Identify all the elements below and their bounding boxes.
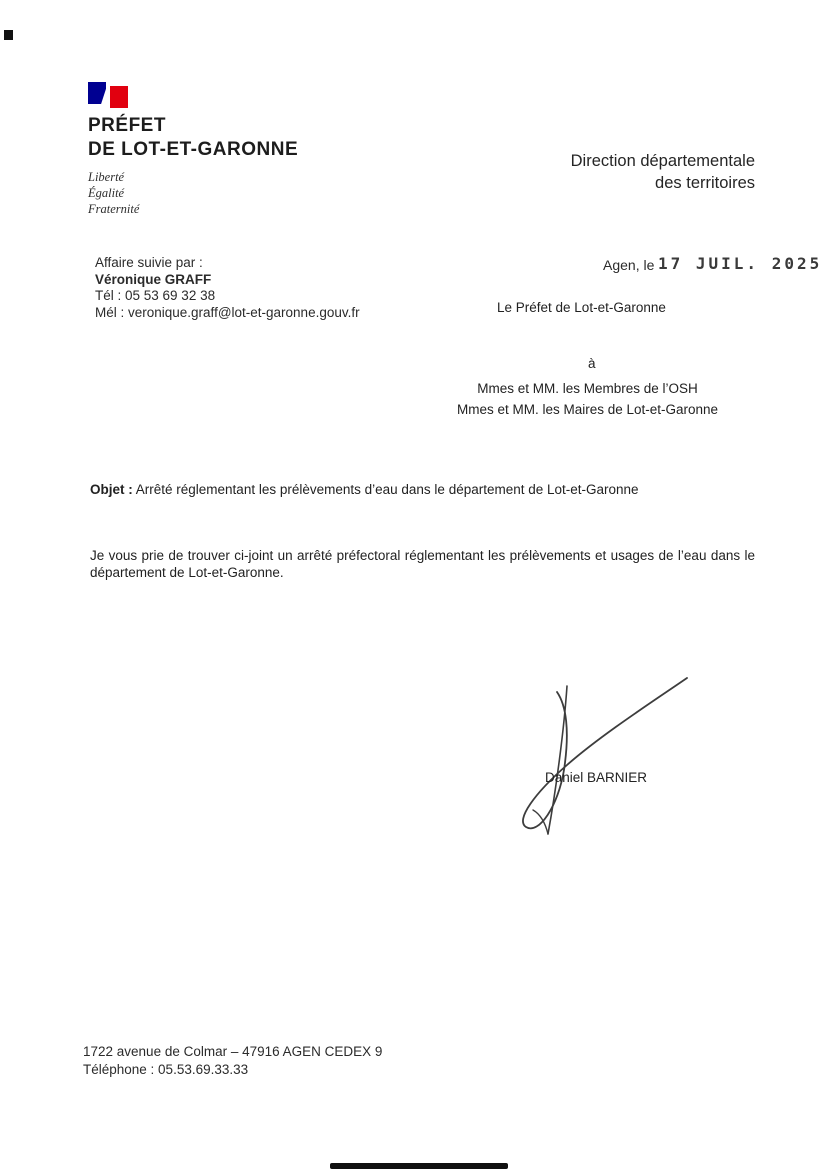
republic-motto: [88, 169, 408, 217]
date-stamp: 17 JUIL. 2025: [658, 254, 823, 273]
footer-block: [83, 1043, 382, 1079]
scan-artifact-bottom: [330, 1163, 508, 1169]
flag-red-band: [110, 86, 128, 108]
recipients-block: [420, 378, 755, 420]
contact-block: [95, 255, 360, 321]
french-flag-icon: [88, 82, 132, 108]
subject-line: [90, 482, 750, 497]
letter-body: Je vous prie de trouver ci-joint un arrêté préfectoral réglementant les prélèvements et usages de l’eau dans le département de Lot-et-Garonne.: [90, 548, 755, 580]
contact-email: Mél : veronique.graff@lot-et-garonne.gouv.fr: [95, 304, 360, 320]
signatory-name: Daniel BARNIER: [545, 770, 648, 785]
contact-phone: Tél : 05 53 69 32 38: [95, 288, 216, 303]
footer-address: 1722 avenue de Colmar – 47916 AGEN CEDEX 9: [83, 1044, 383, 1059]
prefecture-logo-block: [88, 82, 408, 217]
handwritten-signature: [505, 672, 705, 847]
place-date-label: Agen, le: [603, 257, 655, 273]
direction-block: [420, 150, 755, 194]
recipient-line-2: Mmes et MM. les Maires de Lot-et-Garonne: [456, 402, 719, 417]
direction-line2: des territoires: [655, 174, 755, 192]
ministry-name-line1: PRÉFET: [88, 115, 166, 136]
motto-egalite: Égalité: [88, 186, 125, 200]
flag-blue-band: [88, 82, 106, 104]
direction-line1: Direction départementale: [570, 152, 755, 170]
sender-line: Le Préfet de Lot-et-Garonne: [497, 300, 666, 315]
motto-liberte: Liberté: [88, 170, 125, 184]
to-label: à: [588, 356, 596, 371]
followed-by-label: Affaire suivie par :: [95, 255, 203, 270]
contact-name: Véronique GRAFF: [95, 271, 212, 287]
subject-text: Arrêté réglementant les prélèvements d’eau dans le département de Lot-et-Garonne: [135, 482, 639, 497]
motto-fraternite: Fraternité: [88, 202, 140, 216]
footer-phone: Téléphone : 05.53.69.33.33: [83, 1062, 249, 1077]
ministry-name-line2: DE LOT-ET-GARONNE: [88, 139, 299, 160]
scan-artifact-top-left: [4, 30, 13, 40]
subject-label: Objet :: [90, 482, 133, 497]
recipient-line-1: Mmes et MM. les Membres de l’OSH: [477, 381, 698, 396]
